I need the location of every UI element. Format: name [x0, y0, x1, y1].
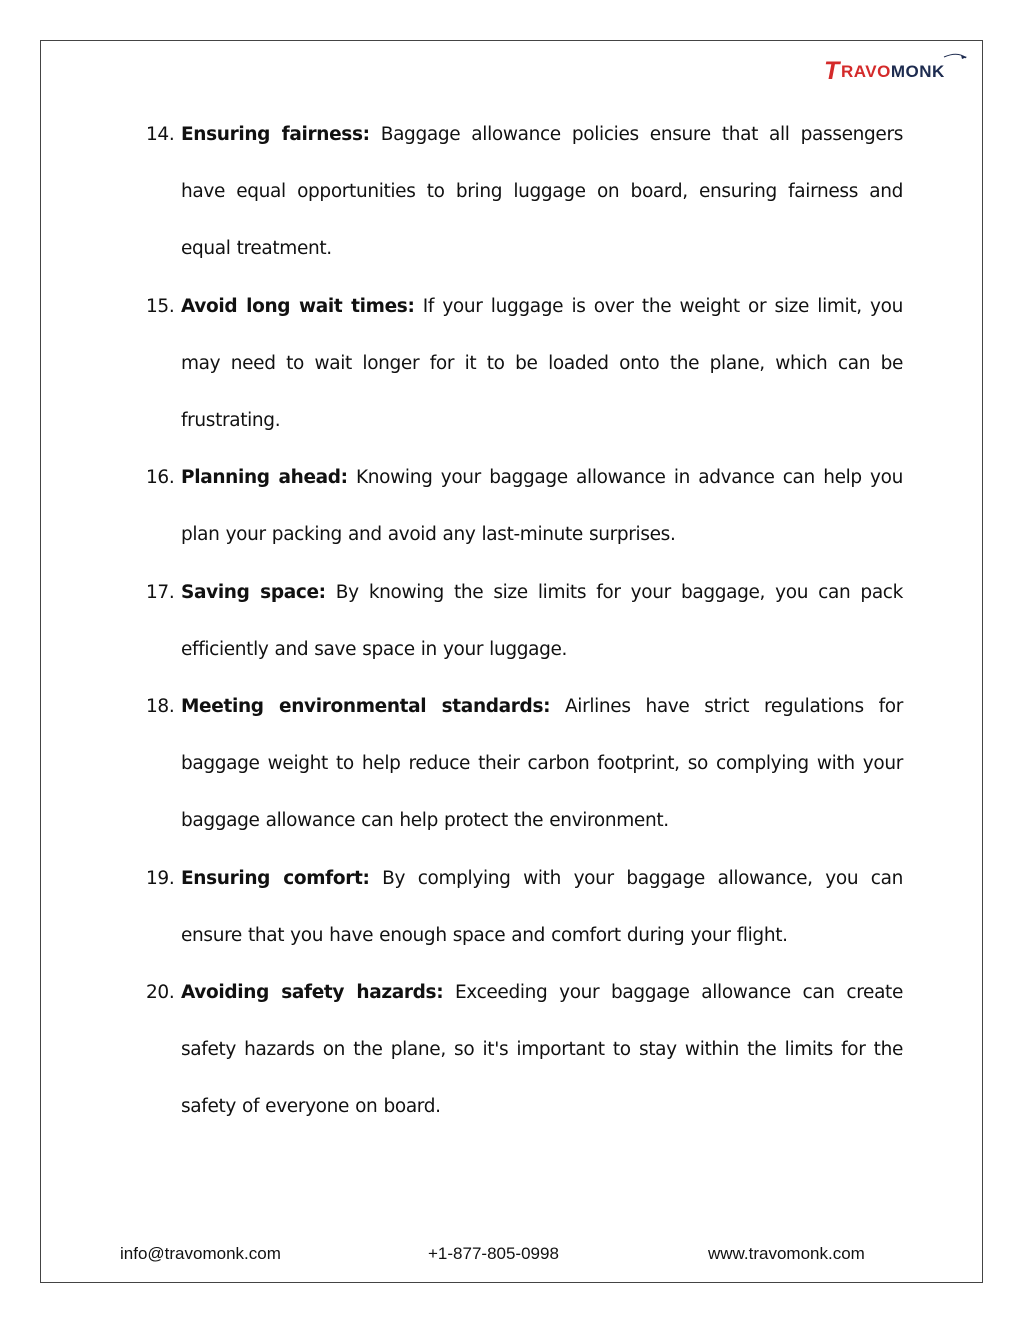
list-item	[146, 678, 903, 850]
item-text: Airlines have strict regulations for baggage weight to help reduce their carbon footprint, so complying with your baggage allowance can help protect the environment.	[181, 696, 903, 832]
item-number: 20.	[146, 982, 175, 1004]
item-number: 17.	[146, 581, 175, 603]
list-item	[146, 850, 903, 964]
item-number: 19.	[146, 867, 175, 889]
item-number: 18.	[146, 696, 175, 718]
item-term: Planning ahead:	[181, 467, 348, 489]
item-text: If your luggage is over the weight or size limit, you may need to wait longer for it to be loaded onto the plane, which can be frustrating.	[181, 295, 903, 432]
list-item	[146, 964, 903, 1136]
footer-email-link[interactable]: info@travomonk.com	[120, 1244, 281, 1263]
item-text: Knowing your baggage allowance in advance can help you plan your packing and avoid any last-minute surprises.	[181, 467, 903, 546]
item-text: By complying with your baggage allowance, you can ensure that you have enough space and comfort during your flight.	[181, 867, 903, 946]
item-text: Exceeding your baggage allowance can create safety hazards on the plane, so it's important to stay within the limits for the safety of everyone on board.	[181, 982, 903, 1118]
footer-phone[interactable]: +1-877-805-0998	[428, 1244, 559, 1263]
list-item	[146, 449, 903, 563]
item-text: By knowing the size limits for your baggage, you can pack efficiently and save space in your luggage.	[181, 581, 903, 660]
logo-part-dark: MONK	[890, 62, 945, 81]
logo-part-red: RAVO	[841, 62, 891, 81]
item-number: 15.	[146, 295, 175, 317]
item-term: Saving space:	[181, 581, 326, 603]
travomonk-logo	[822, 52, 972, 86]
list-item	[146, 278, 903, 450]
item-number: 14.	[146, 124, 175, 145]
item-term: Avoiding safety hazards:	[181, 982, 444, 1004]
list-item	[146, 564, 903, 678]
item-term: Ensuring fairness:	[181, 124, 370, 145]
footer-website-link[interactable]: www.travomonk.com	[708, 1244, 865, 1263]
benefits-list	[146, 106, 903, 1136]
item-term: Ensuring comfort:	[181, 867, 370, 889]
svg-text:RAVOMONK	[841, 62, 945, 81]
item-term: Meeting environmental standards:	[181, 696, 551, 718]
item-number: 16.	[146, 467, 175, 489]
list-item	[146, 106, 903, 278]
logo-initial: T	[824, 57, 840, 85]
item-term: Avoid long wait times:	[181, 295, 415, 317]
item-text: Baggage allowance policies ensure that all passengers have equal opportunities to bring luggage on board, ensuring fairness and equal treatment.	[181, 124, 903, 260]
